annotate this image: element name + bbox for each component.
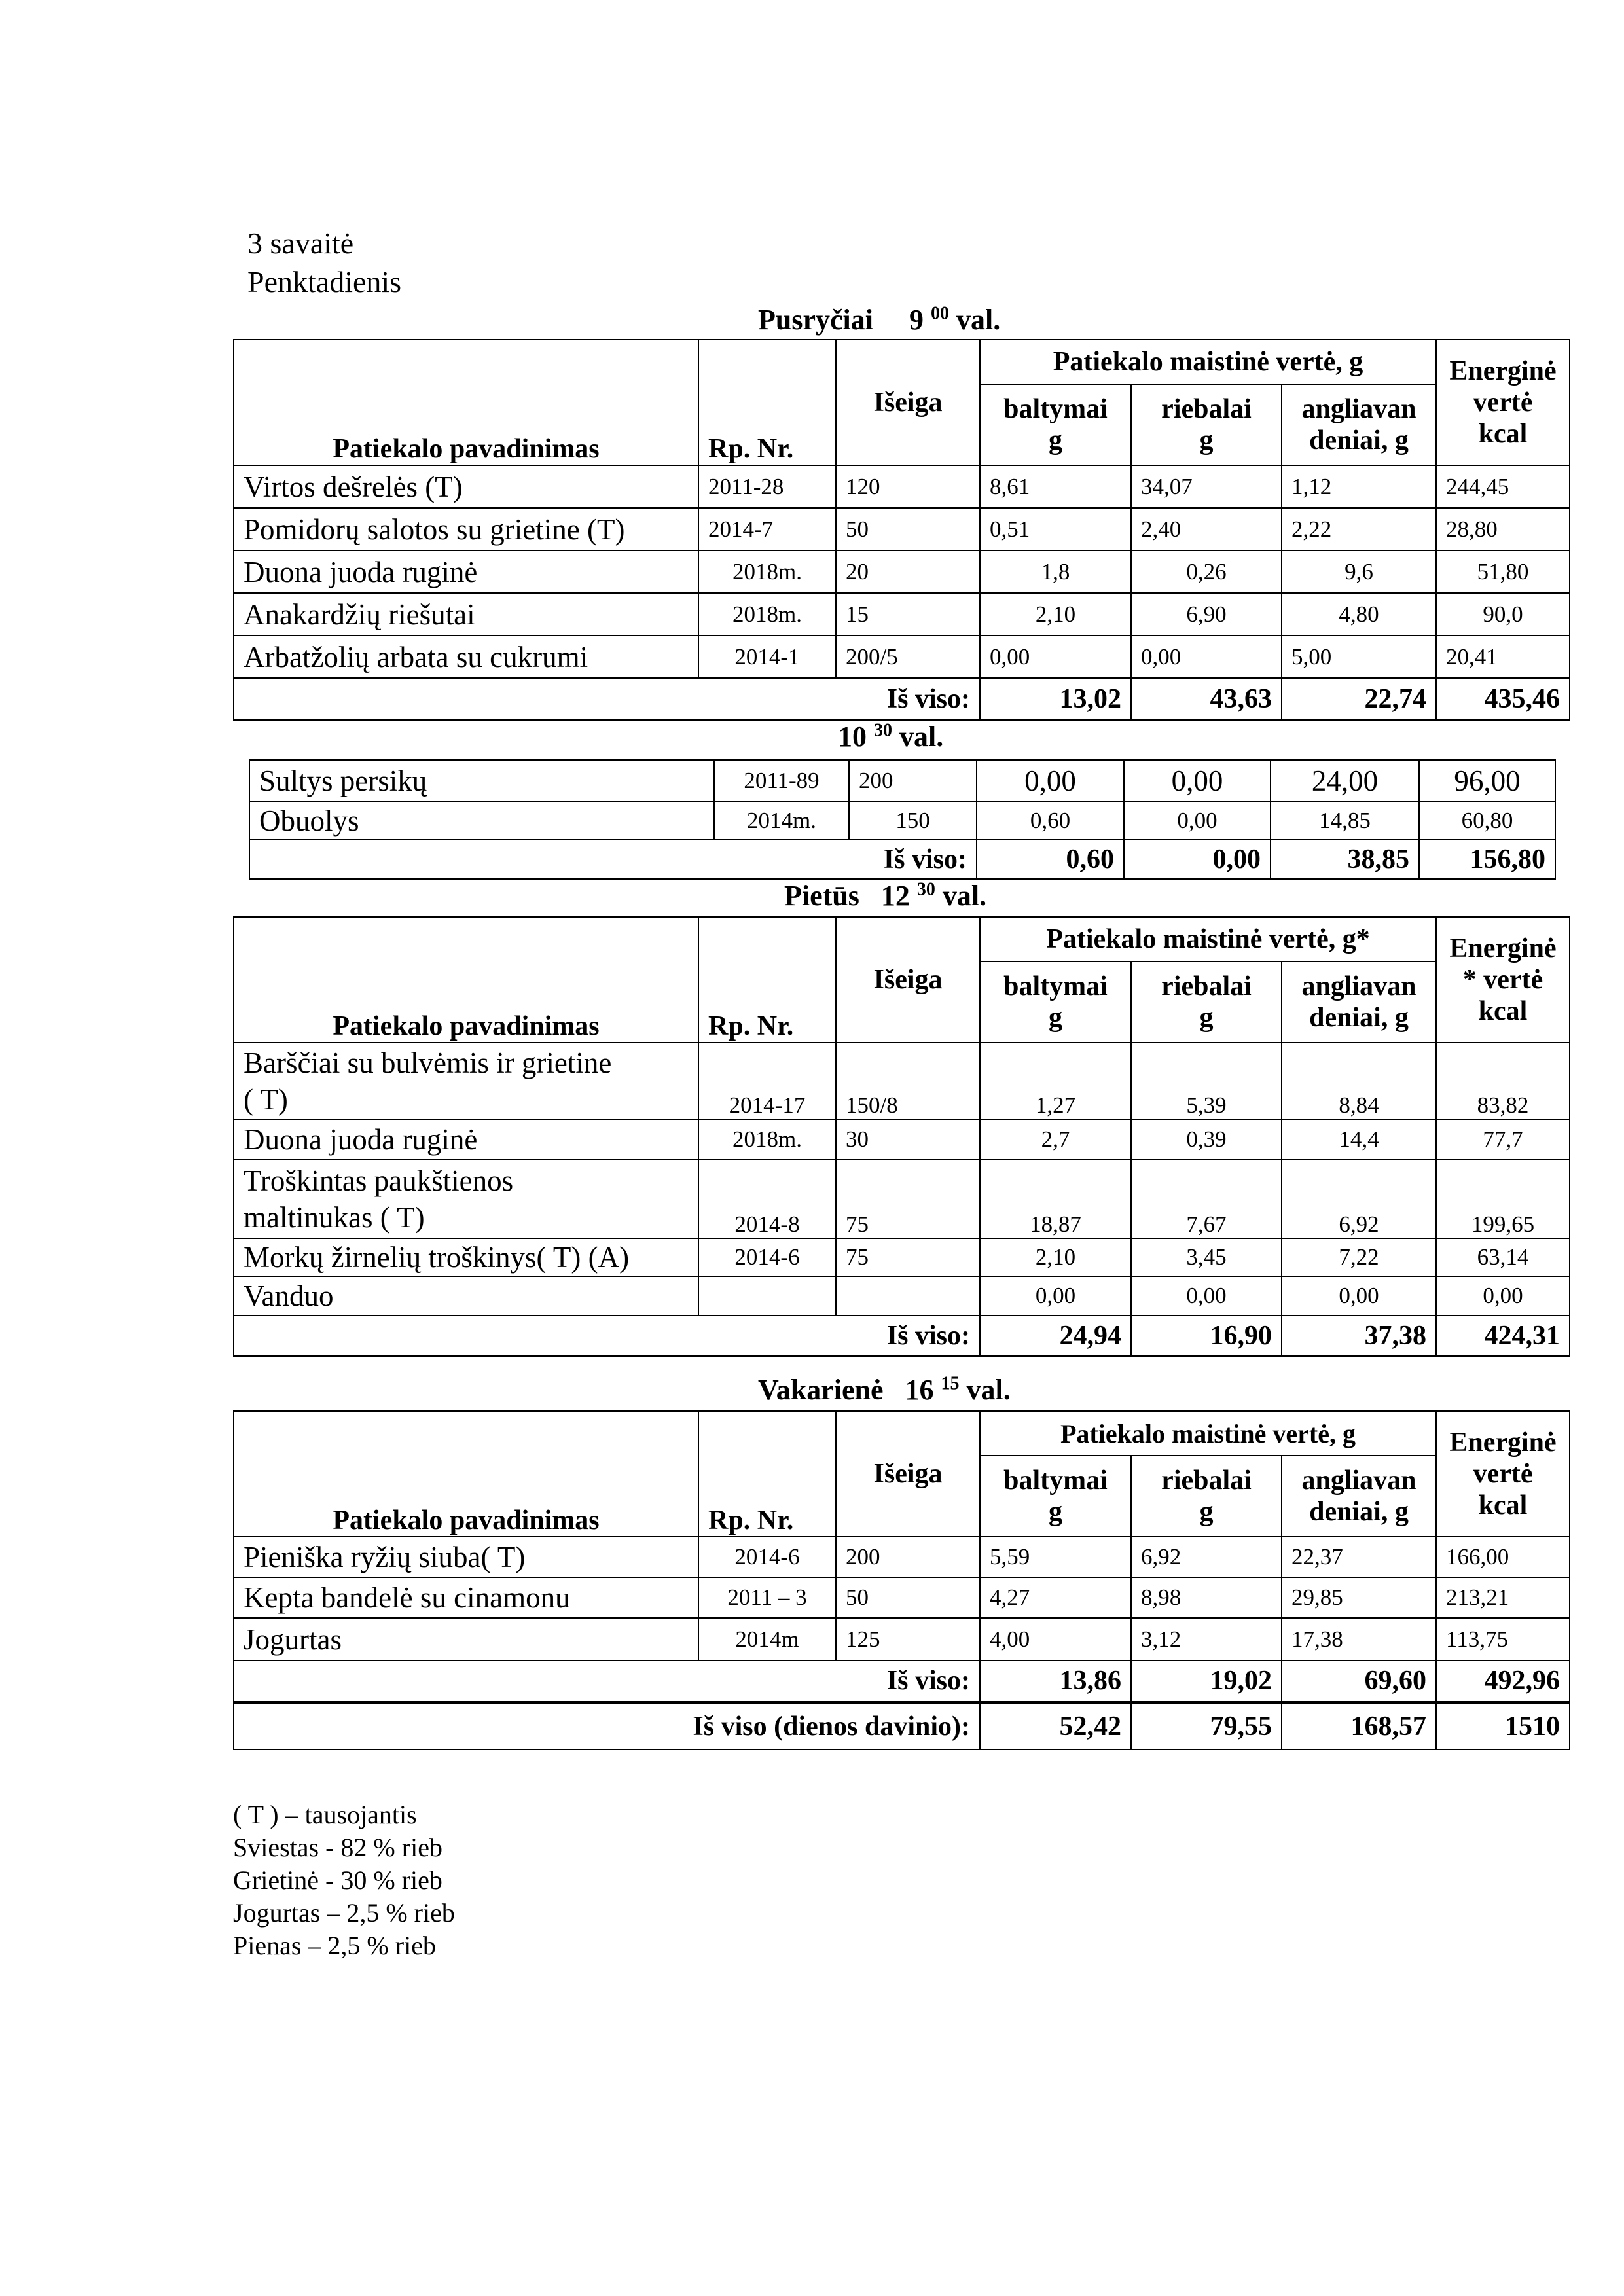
table-row xyxy=(234,636,1570,678)
total-energy: 435,46 xyxy=(1436,678,1570,720)
col-name-header: Patiekalo pavadinimas xyxy=(234,340,698,465)
breakfast-table xyxy=(233,339,1570,721)
iseiga-value: 200 xyxy=(836,1537,980,1577)
col-baltymai-header: baltymai g xyxy=(980,1456,1131,1537)
footnote: Sviestas - 82 % rieb xyxy=(233,1833,442,1862)
table-row xyxy=(249,760,1555,802)
iseiga-value: 50 xyxy=(836,1577,980,1618)
table-row xyxy=(234,508,1570,550)
dish-name: Pomidorų salotos su grietine (T) xyxy=(234,508,698,550)
rp-number: 2014-6 xyxy=(698,1537,836,1577)
fat-value: 3,45 xyxy=(1131,1238,1282,1276)
energy-value: 96,00 xyxy=(1419,760,1555,802)
day-label: Penktadienis xyxy=(247,265,402,298)
lunch-table xyxy=(233,916,1570,1357)
carb-value: 17,38 xyxy=(1282,1618,1436,1660)
iseiga-value: 50 xyxy=(836,508,980,550)
protein-value: 1,27 xyxy=(980,1043,1131,1119)
table-row xyxy=(234,1276,1570,1316)
col-riebalai-header: riebalai g xyxy=(1131,384,1282,465)
protein-value: 0,00 xyxy=(977,760,1124,802)
breakfast-title: Pusryčiai 9 $^{00}$ val. xyxy=(758,303,1001,336)
iseiga-value: 75 xyxy=(836,1160,980,1238)
col-name-header: Patiekalo pavadinimas xyxy=(234,1411,698,1537)
carb-value: 0,00 xyxy=(1282,1276,1436,1316)
energy-value: 20,41 xyxy=(1436,636,1570,678)
dish-name: Pieniška ryžių siuba( T) xyxy=(234,1537,698,1577)
col-name-header: Patiekalo pavadinimas xyxy=(234,917,698,1043)
table-row xyxy=(234,1238,1570,1276)
col-energ-header: Energinė vertė kcal xyxy=(1436,340,1570,465)
carb-value: 5,00 xyxy=(1282,636,1436,678)
col-baltymai-header: baltymai g xyxy=(980,384,1131,465)
rp-number: 2014-8 xyxy=(698,1160,836,1238)
grand-total-row xyxy=(234,1702,1570,1749)
rp-number: 2014m xyxy=(698,1618,836,1660)
carb-value: 14,85 xyxy=(1271,802,1419,840)
protein-value: 2,10 xyxy=(980,593,1131,636)
table-row xyxy=(234,1160,1570,1238)
total-protein: 13,86 xyxy=(980,1660,1131,1702)
fat-value: 0,00 xyxy=(1124,760,1271,802)
fat-value: 7,67 xyxy=(1131,1160,1282,1238)
total-energy: 424,31 xyxy=(1436,1316,1570,1356)
fat-value: 0,00 xyxy=(1124,802,1271,840)
iseiga-value: 120 xyxy=(836,465,980,508)
col-iseiga-header: Išeiga xyxy=(836,1411,980,1537)
grand-total-energy: 1510 xyxy=(1436,1702,1570,1749)
week-label: 3 savaitė xyxy=(247,226,354,260)
table-row xyxy=(234,550,1570,593)
dish-name: Sultys persikų xyxy=(249,760,714,802)
carb-value: 24,00 xyxy=(1271,760,1419,802)
rp-number: 2014m. xyxy=(714,802,849,840)
dinner-title: Vakarienė 16 $^{15}$ val. xyxy=(758,1373,1011,1406)
dish-name: Arbatžolių arbata su cukrumi xyxy=(234,636,698,678)
grand-total-protein: 52,42 xyxy=(980,1702,1131,1749)
col-iseiga-header: Išeiga xyxy=(836,340,980,465)
dish-name: Virtos dešrelės (T) xyxy=(234,465,698,508)
protein-value: 0,00 xyxy=(980,1276,1131,1316)
footnotes xyxy=(233,1799,455,1962)
col-maistine-header: Patiekalo maistinė vertė, g xyxy=(980,1411,1436,1456)
col-maistine-header: Patiekalo maistinė vertė, g xyxy=(980,340,1436,384)
snack-title: 10 $^{30}$ val. xyxy=(838,720,944,753)
carb-value: 8,84 xyxy=(1282,1043,1436,1119)
protein-value: 2,10 xyxy=(980,1238,1131,1276)
fat-value: 5,39 xyxy=(1131,1043,1282,1119)
iseiga-value: 200/5 xyxy=(836,636,980,678)
total-row xyxy=(234,1660,1570,1702)
col-rp-header: Rp. Nr. xyxy=(698,917,836,1043)
energy-value: 113,75 xyxy=(1436,1618,1570,1660)
total-fat: 19,02 xyxy=(1131,1660,1282,1702)
total-energy: 492,96 xyxy=(1436,1660,1570,1702)
protein-value: 0,51 xyxy=(980,508,1131,550)
col-riebalai-header: riebalai g xyxy=(1131,961,1282,1043)
rp-number: 2014-1 xyxy=(698,636,836,678)
energy-value: 28,80 xyxy=(1436,508,1570,550)
footnote: Jogurtas – 2,5 % rieb xyxy=(233,1898,455,1928)
protein-value: 8,61 xyxy=(980,465,1131,508)
iseiga-value: 150/8 xyxy=(836,1043,980,1119)
dinner-table xyxy=(233,1410,1570,1750)
total-fat: 0,00 xyxy=(1124,840,1271,879)
rp-number: 2018m. xyxy=(698,1119,836,1160)
energy-value: 90,0 xyxy=(1436,593,1570,636)
table-row xyxy=(234,465,1570,508)
total-energy: 156,80 xyxy=(1419,840,1555,879)
iseiga-value: 20 xyxy=(836,550,980,593)
fat-value: 8,98 xyxy=(1131,1577,1282,1618)
iseiga-value: 15 xyxy=(836,593,980,636)
fat-value: 2,40 xyxy=(1131,508,1282,550)
footnote: Pienas – 2,5 % rieb xyxy=(233,1931,436,1960)
total-label: Iš viso: xyxy=(234,678,980,720)
total-row xyxy=(234,678,1570,720)
protein-value: 4,27 xyxy=(980,1577,1131,1618)
footnote: ( T ) – tausojantis xyxy=(233,1800,417,1829)
energy-value: 60,80 xyxy=(1419,802,1555,840)
fat-value: 6,92 xyxy=(1131,1537,1282,1577)
protein-value: 0,00 xyxy=(980,636,1131,678)
grand-total-carb: 168,57 xyxy=(1282,1702,1436,1749)
dish-name: Duona juoda ruginė xyxy=(234,550,698,593)
carb-value: 7,22 xyxy=(1282,1238,1436,1276)
total-carb: 38,85 xyxy=(1271,840,1419,879)
col-rp-header: Rp. Nr. xyxy=(698,340,836,465)
carb-value: 29,85 xyxy=(1282,1577,1436,1618)
energy-value: 0,00 xyxy=(1436,1276,1570,1316)
table-row xyxy=(249,802,1555,840)
dish-name: Vanduo xyxy=(234,1276,698,1316)
grand-total-fat: 79,55 xyxy=(1131,1702,1282,1749)
energy-value: 166,00 xyxy=(1436,1537,1570,1577)
energy-value: 51,80 xyxy=(1436,550,1570,593)
dish-name: Kepta bandelė su cinamonu xyxy=(234,1577,698,1618)
total-fat: 16,90 xyxy=(1131,1316,1282,1356)
table-row xyxy=(234,1618,1570,1660)
rp-number: 2011-89 xyxy=(714,760,849,802)
dish-name: Troškintas paukštienos maltinukas ( T) xyxy=(234,1160,698,1238)
table-row xyxy=(234,1577,1570,1618)
energy-value: 213,21 xyxy=(1436,1577,1570,1618)
carb-value: 9,6 xyxy=(1282,550,1436,593)
total-row xyxy=(249,840,1555,879)
rp-number: 2018m. xyxy=(698,593,836,636)
carb-value: 2,22 xyxy=(1282,508,1436,550)
col-rp-header: Rp. Nr. xyxy=(698,1411,836,1537)
rp-number: 2014-7 xyxy=(698,508,836,550)
rp-number: 2014-17 xyxy=(698,1043,836,1119)
dish-name: Duona juoda ruginė xyxy=(234,1119,698,1160)
snack-table xyxy=(249,759,1556,880)
col-maistine-header: Patiekalo maistinė vertė, g* xyxy=(980,917,1436,961)
footnote: Grietinė - 30 % rieb xyxy=(233,1865,442,1895)
energy-value: 77,7 xyxy=(1436,1119,1570,1160)
total-carb: 37,38 xyxy=(1282,1316,1436,1356)
protein-value: 5,59 xyxy=(980,1537,1131,1577)
energy-value: 199,65 xyxy=(1436,1160,1570,1238)
protein-value: 0,60 xyxy=(977,802,1124,840)
protein-value: 1,8 xyxy=(980,550,1131,593)
rp-number: 2011 – 3 xyxy=(698,1577,836,1618)
col-iseiga-header: Išeiga xyxy=(836,917,980,1043)
lunch-title: Pietūs 12 $^{30}$ val. xyxy=(784,879,987,912)
iseiga-value: 75 xyxy=(836,1238,980,1276)
fat-value: 0,39 xyxy=(1131,1119,1282,1160)
total-fat: 43,63 xyxy=(1131,678,1282,720)
carb-value: 14,4 xyxy=(1282,1119,1436,1160)
col-energ-header: Energinė * vertė kcal xyxy=(1436,917,1570,1043)
dish-name: Obuolys xyxy=(249,802,714,840)
energy-value: 63,14 xyxy=(1436,1238,1570,1276)
rp-number: 2011-28 xyxy=(698,465,836,508)
fat-value: 0,00 xyxy=(1131,636,1282,678)
fat-value: 3,12 xyxy=(1131,1618,1282,1660)
protein-value: 2,7 xyxy=(980,1119,1131,1160)
energy-value: 244,45 xyxy=(1436,465,1570,508)
col-riebalai-header: riebalai g xyxy=(1131,1456,1282,1537)
carb-value: 22,37 xyxy=(1282,1537,1436,1577)
total-protein: 24,94 xyxy=(980,1316,1131,1356)
protein-value: 4,00 xyxy=(980,1618,1131,1660)
total-label: Iš viso: xyxy=(234,1316,980,1356)
iseiga-value: 150 xyxy=(849,802,977,840)
iseiga-value xyxy=(836,1276,980,1316)
carb-value: 4,80 xyxy=(1282,593,1436,636)
dish-name: Jogurtas xyxy=(234,1618,698,1660)
total-row xyxy=(234,1316,1570,1356)
table-row xyxy=(234,1043,1570,1119)
iseiga-value: 30 xyxy=(836,1119,980,1160)
total-label: Iš viso: xyxy=(249,840,977,879)
table-row xyxy=(234,1119,1570,1160)
carb-value: 1,12 xyxy=(1282,465,1436,508)
total-carb: 69,60 xyxy=(1282,1660,1436,1702)
dish-name: Anakardžių riešutai xyxy=(234,593,698,636)
col-energ-header: Energinė vertė kcal xyxy=(1436,1411,1570,1537)
fat-value: 34,07 xyxy=(1131,465,1282,508)
iseiga-value: 125 xyxy=(836,1618,980,1660)
col-baltymai-header: baltymai g xyxy=(980,961,1131,1043)
iseiga-value: 200 xyxy=(849,760,977,802)
col-angliavan-header: angliavan deniai, g xyxy=(1282,384,1436,465)
total-label: Iš viso: xyxy=(234,1660,980,1702)
table-row xyxy=(234,593,1570,636)
col-angliavan-header: angliavan deniai, g xyxy=(1282,1456,1436,1537)
fat-value: 6,90 xyxy=(1131,593,1282,636)
rp-number: 2014-6 xyxy=(698,1238,836,1276)
protein-value: 18,87 xyxy=(980,1160,1131,1238)
rp-number: 2018m. xyxy=(698,550,836,593)
total-carb: 22,74 xyxy=(1282,678,1436,720)
total-protein: 13,02 xyxy=(980,678,1131,720)
dish-name: Morkų žirnelių troškinys( T) (A) xyxy=(234,1238,698,1276)
rp-number xyxy=(698,1276,836,1316)
energy-value: 83,82 xyxy=(1436,1043,1570,1119)
fat-value: 0,00 xyxy=(1131,1276,1282,1316)
dish-name: Barščiai su bulvėmis ir grietine ( T) xyxy=(234,1043,698,1119)
table-row xyxy=(234,1537,1570,1577)
grand-total-label: Iš viso (dienos davinio): xyxy=(234,1702,980,1749)
total-protein: 0,60 xyxy=(977,840,1124,879)
carb-value: 6,92 xyxy=(1282,1160,1436,1238)
fat-value: 0,26 xyxy=(1131,550,1282,593)
col-angliavan-header: angliavan deniai, g xyxy=(1282,961,1436,1043)
